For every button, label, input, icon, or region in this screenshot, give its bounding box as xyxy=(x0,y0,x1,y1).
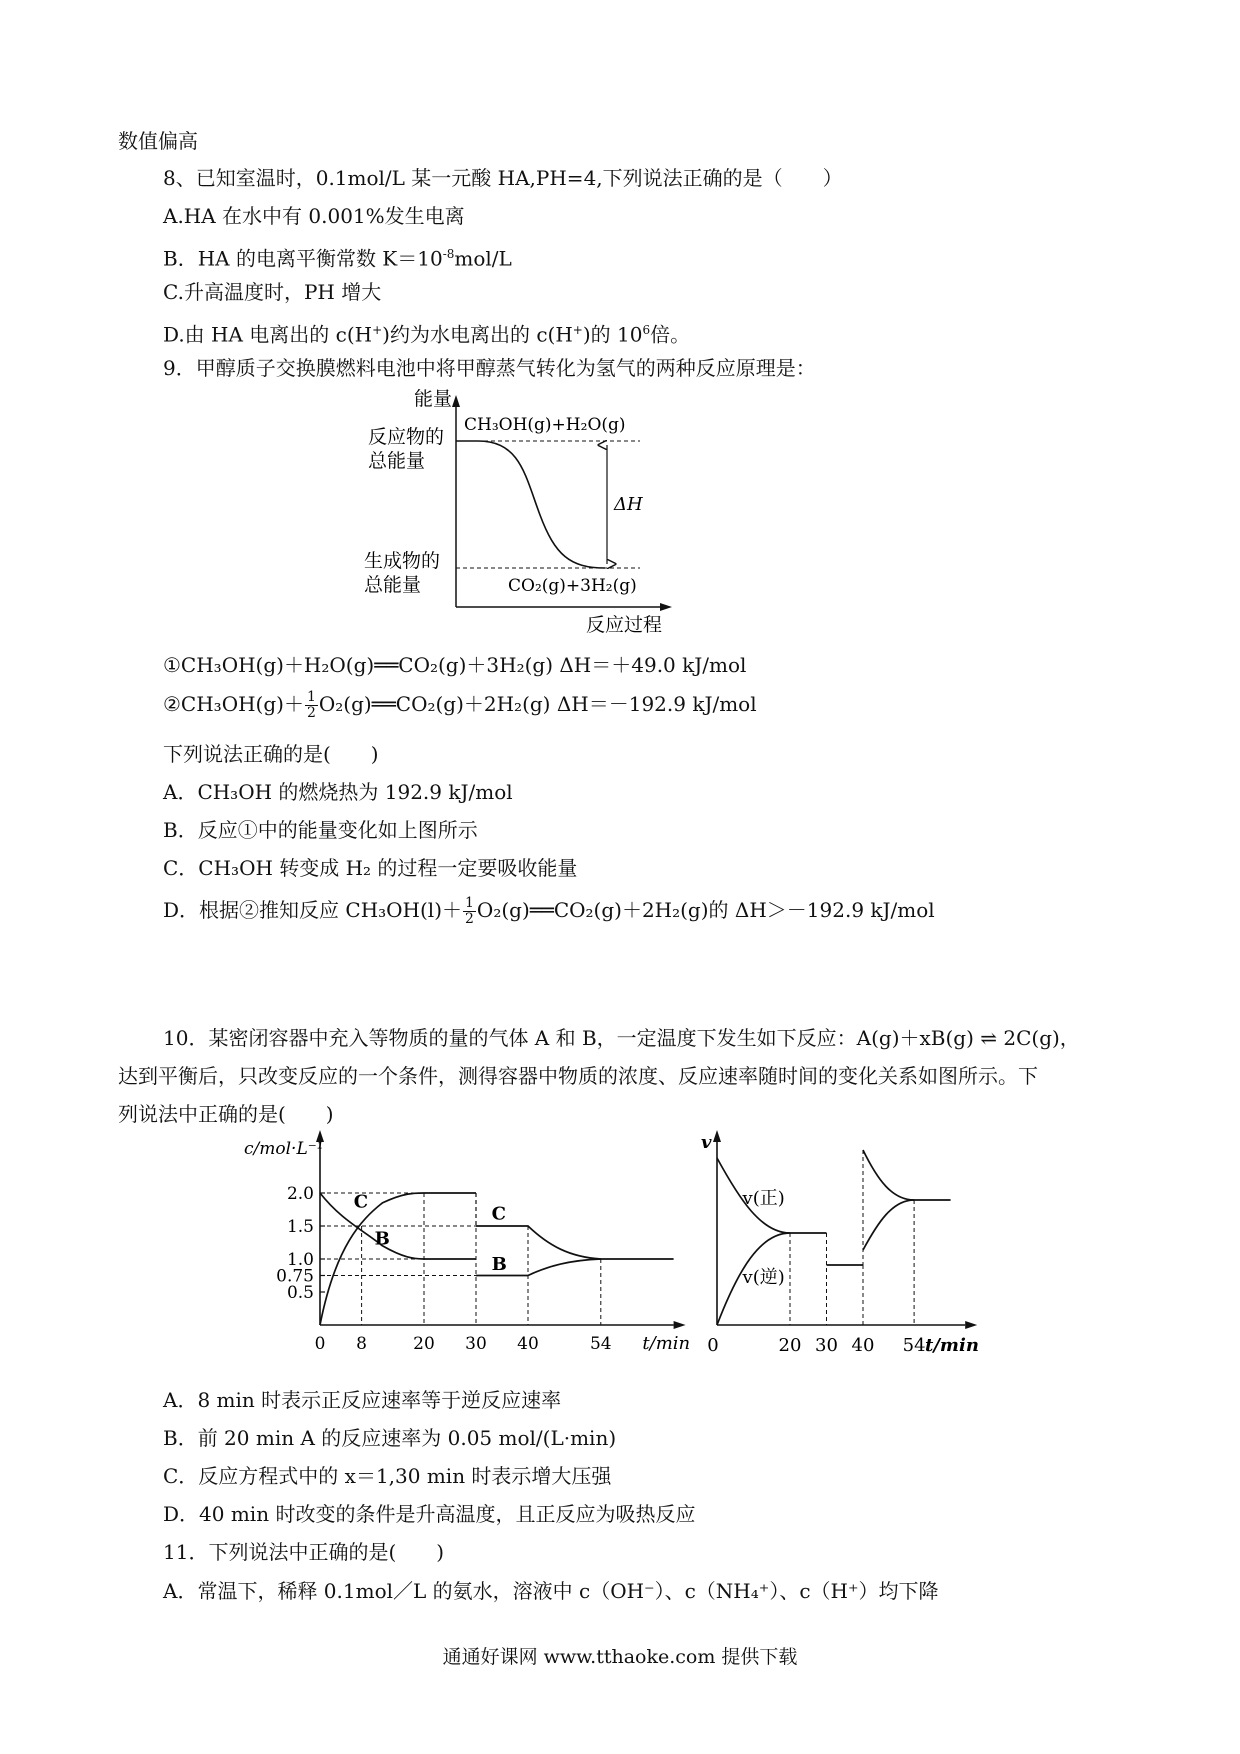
q10-option-c: C．反应方程式中的 x＝1,30 min 时表示增大压强 xyxy=(163,1464,612,1488)
q11-stem: 11．下列说法中正确的是( ) xyxy=(163,1540,445,1564)
q9-equation-1: ①CH₃OH(g)＋H₂O(g)══CO₂(g)＋3H₂(g) ΔH＝＋49.0 kJ/mol xyxy=(163,653,747,677)
c-x-tick-label: 40 xyxy=(517,1334,539,1354)
c-x-tick-label: 54 xyxy=(589,1334,612,1354)
product-energy-label-1: 生成物的 xyxy=(364,550,441,572)
rate-time-chart xyxy=(701,1128,1025,1373)
c-x-axis-label: t/min xyxy=(642,1333,691,1354)
carry-over-line: 数值偏高 xyxy=(118,129,198,153)
v-x-axis-label: t/min xyxy=(925,1335,979,1356)
q9-option-d: D．根据②推知反应 CH₃OH(l)＋ $\frac{1}{2}$ O₂(g)══CO₂(g)＋2H₂(g)的 ΔH＞－192.9 kJ/mol xyxy=(163,895,935,927)
c-series-label-c: C xyxy=(353,1191,369,1213)
product-energy-label-2: 总能量 xyxy=(364,574,422,596)
v-forward-curve-2 xyxy=(863,1150,951,1200)
v-x-arrow xyxy=(965,1321,977,1329)
c-x-tick-label: 0 xyxy=(314,1334,326,1354)
v-y-arrow xyxy=(713,1130,721,1142)
delta-h-label: ΔH xyxy=(614,494,643,515)
q9-option-a: A．CH₃OH 的燃烧热为 192.9 kJ/mol xyxy=(163,780,513,804)
q8-option-b: B．HA 的电离平衡常数 $K=10^{-8}mol/L$ xyxy=(163,246,512,271)
reactant-energy-label-2: 总能量 xyxy=(368,450,426,472)
c-y-tick-label: 1.0 xyxy=(286,1250,314,1270)
reactant-energy-label-1: 反应物的 xyxy=(368,426,445,448)
v-y-axis-label: v xyxy=(701,1132,712,1153)
c-y-tick-label: 2.0 xyxy=(286,1184,314,1204)
q8-option-a: A.HA 在水中有 0.001%发生电离 xyxy=(163,204,465,228)
q9-option-c: C．CH₃OH 转变成 H₂ 的过程一定要吸收能量 xyxy=(163,856,578,880)
c-x-tick-label: 8 xyxy=(356,1334,368,1354)
v-x-tick-label: 0 xyxy=(707,1335,719,1356)
products-formula: CO₂(g)+3H₂(g) xyxy=(508,576,637,596)
q9-prompt: 下列说法正确的是( ) xyxy=(163,742,379,766)
reactants-formula: CH₃OH(g)+H₂O(g) xyxy=(464,415,626,435)
v-x-tick-label: 40 xyxy=(851,1335,875,1356)
c-y-tick-label: 0.5 xyxy=(286,1283,314,1303)
v-x-tick-label: 30 xyxy=(815,1335,838,1356)
c-x-tick-label: 30 xyxy=(465,1334,487,1354)
c-y-tick-label: 1.5 xyxy=(286,1217,314,1237)
c-series-label-b: B xyxy=(374,1228,390,1250)
q9-option-b: B．反应①中的能量变化如上图所示 xyxy=(163,818,478,842)
page-footer: 通通好课网 www.tthaoke.com 提供下载 xyxy=(442,1646,798,1668)
q10-stem-line-1: 10．某密闭容器中充入等物质的量的气体 A 和 B，一定温度下发生如下反应：A(g)＋xB(g) ⇌ 2C(g)， xyxy=(163,1026,1080,1050)
q10-option-b: B．前 20 min A 的反应速率为 0.05 mol/(L·min) xyxy=(163,1426,617,1450)
q8-option-c: C.升高温度时，PH 增大 xyxy=(163,280,382,304)
c-x-arrow xyxy=(674,1321,686,1329)
c-y-axis-label: c/mol·L⁻¹ xyxy=(244,1139,324,1159)
c-y-tick-label: 0.75 xyxy=(276,1266,314,1287)
c-x-tick-label: 20 xyxy=(413,1334,435,1354)
v-reverse-curve-2 xyxy=(863,1200,914,1250)
concentration-time-chart xyxy=(244,1128,691,1373)
q10-stem-line-3: 列说法中正确的是( ) xyxy=(118,1102,334,1126)
q8-option-d: D.由 HA 电离出的 c(H+)约为水电离出的 c(H+)的 $10^6$倍。 xyxy=(163,322,691,347)
v-forward-label: v(正) xyxy=(742,1188,785,1209)
q8-stem: 8、已知室温时，0.1mol/L 某一元酸 HA,PH=4,下列说法正确的是（ ） xyxy=(163,166,843,190)
v-x-tick-label: 54 xyxy=(902,1335,926,1356)
c-series-label-c-2: C xyxy=(491,1203,506,1225)
energy-curve xyxy=(456,441,605,568)
q9-stem: 9．甲醇质子交换膜燃料电池中将甲醇蒸气转化为氢气的两种反应原理是： xyxy=(163,356,816,380)
energy-y-axis-label: 能量 xyxy=(414,388,453,410)
v-reverse-label: v(逆) xyxy=(742,1267,785,1288)
q10-option-a: A．8 min 时表示正反应速率等于逆反应速率 xyxy=(163,1388,562,1412)
q11-option-a: A．常温下，稀释 0.1mol／L 的氨水，溶液中 c（OH⁻）、c（NH₄⁺）、c（H⁺）均下降 xyxy=(163,1579,939,1603)
q10-stem-line-2: 达到平衡后，只改变反应的一个条件，测得容器中物质的浓度、反应速率随时间的变化关系如图所示。下 xyxy=(118,1064,1038,1088)
c-series-label-b-2: B xyxy=(491,1254,507,1276)
q9-equation-2: ②CH₃OH(g)＋ $\frac{1}{2}$ O₂(g)══CO₂(g)＋2H₂(g) ΔH＝－192.9 kJ/mol xyxy=(163,689,757,721)
q10-option-d: D．40 min 时改变的条件是升高温度，且正反应为吸热反应 xyxy=(163,1502,696,1526)
energy-diagram xyxy=(360,385,700,635)
energy-x-axis-label: 反应过程 xyxy=(586,614,663,636)
v-x-tick-label: 20 xyxy=(778,1335,802,1356)
